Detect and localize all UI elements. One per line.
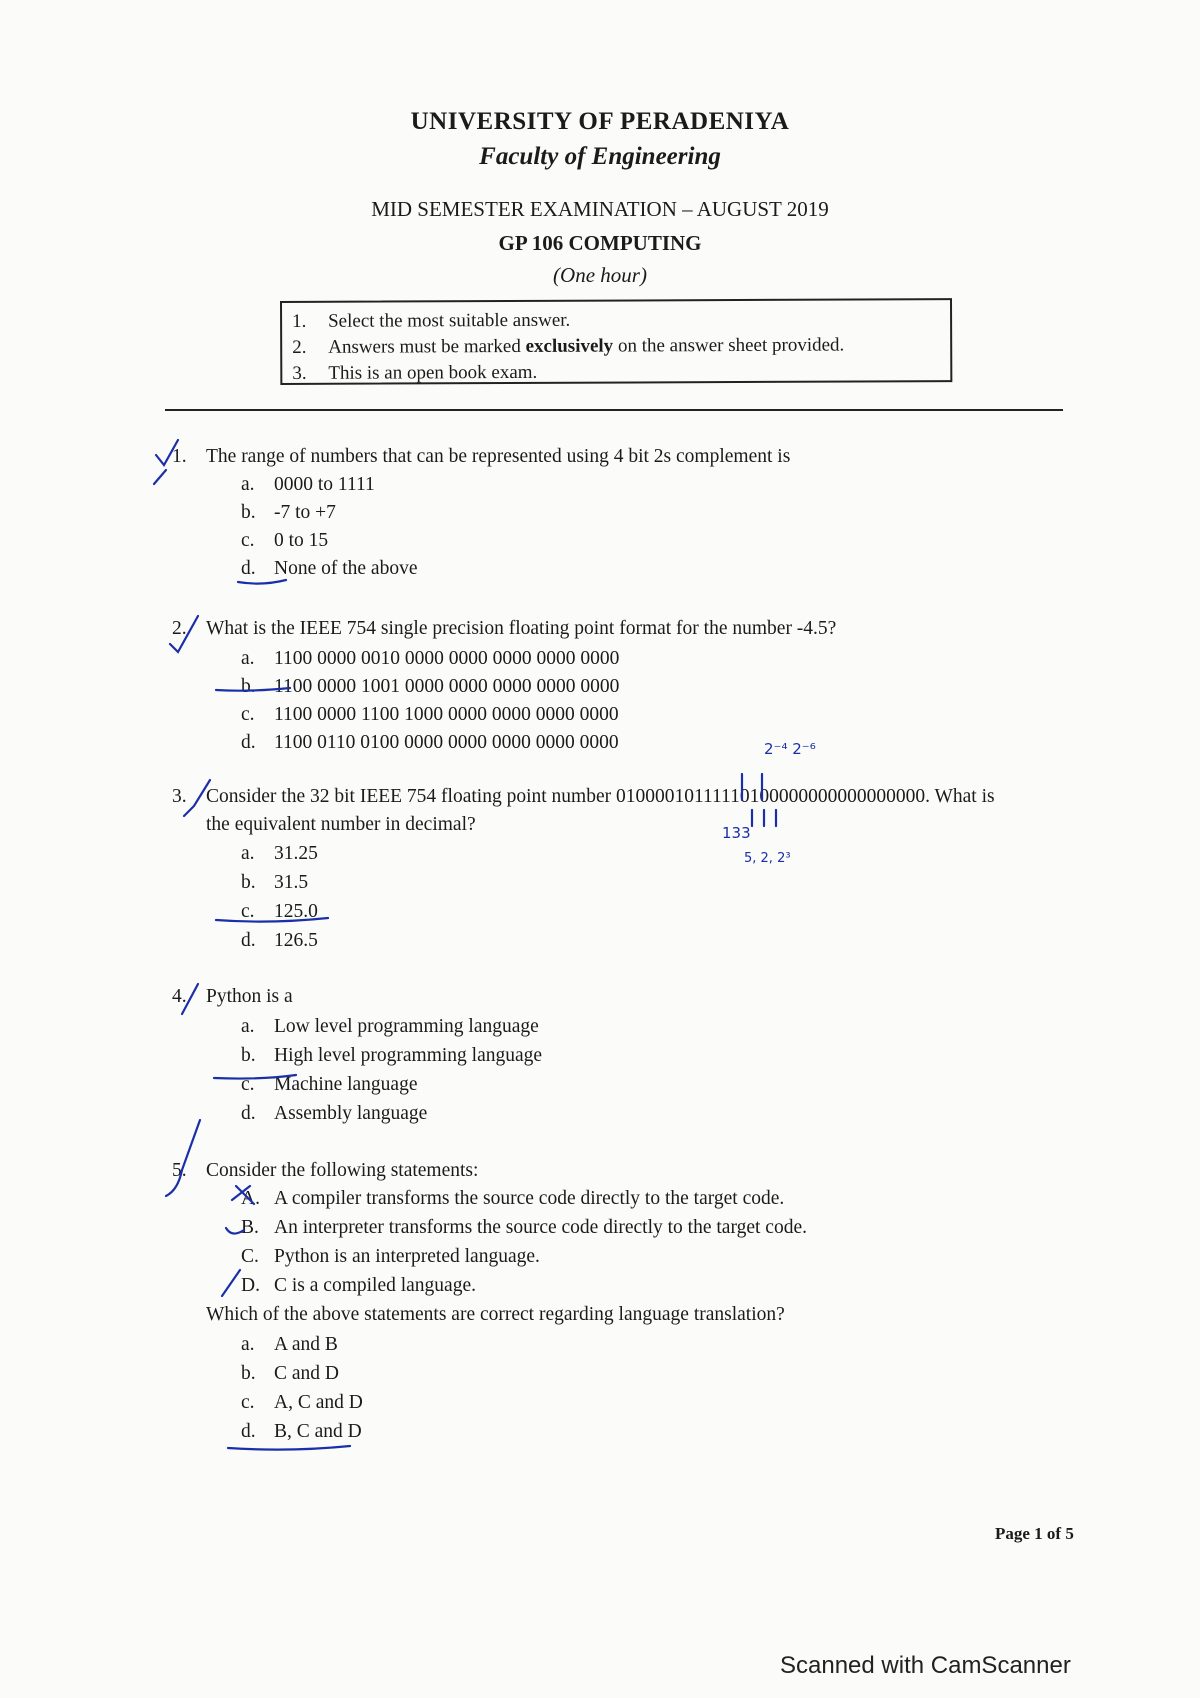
university-name: UNIVERSITY OF PERADENIYA (410, 108, 790, 135)
answer-underline (238, 580, 286, 584)
option-b[interactable]: b. C and D (241, 1363, 339, 1384)
scanner-watermark: Scanned with CamScanner (780, 1652, 1071, 1679)
pen-stroke (154, 470, 166, 484)
option-b[interactable]: b. 1100 0000 1001 0000 0000 0000 0000 0000 (241, 676, 620, 697)
option-b[interactable]: b. 31.5 (241, 872, 309, 893)
instruction-number: 3. (292, 362, 307, 384)
option-c[interactable]: c. 1100 0000 1100 1000 0000 0000 0000 0000 (241, 704, 619, 725)
question-stem: 1. The range of numbers that can be represented using 4 bit 2s complement is (172, 446, 791, 467)
instruction-number: 1. (292, 310, 307, 332)
question-stem-cont: the equivalent number in decimal? (206, 814, 476, 835)
statement-c: C. Python is an interpreted language. (241, 1246, 540, 1267)
divider (165, 409, 1063, 411)
instruction-item (292, 358, 950, 387)
instruction-item (292, 306, 950, 335)
faculty-name: Faculty of Engineering (479, 143, 721, 170)
instruction-number: 2. (292, 336, 307, 358)
option-a[interactable]: a. 0000 to 1111 (241, 474, 375, 495)
question-stem: 5. Consider the following statements: (172, 1160, 479, 1181)
page-number: Page 1 of 5 (995, 1524, 1074, 1543)
option-d[interactable]: d. Assembly language (241, 1103, 428, 1124)
option-c[interactable]: c. A, C and D (241, 1392, 363, 1413)
instruction-text: Select the most suitable answer. (328, 309, 571, 332)
option-d[interactable]: d. None of the above (241, 558, 418, 579)
handwritten-exponent: 133 (722, 824, 751, 842)
statement-a: A. A compiler transforms the source code directly to the target code. (241, 1188, 785, 1209)
question-stem: 3. Consider the 32 bit IEEE 754 floating point number 01000010111110100000000000000000. What is (172, 786, 995, 807)
question-prompt: Which of the above statements are correct regarding language translation? (206, 1304, 785, 1325)
option-d[interactable]: d. 126.5 (241, 930, 318, 951)
question-stem: 4. Python is a (172, 986, 293, 1007)
option-a[interactable]: a. 31.25 (241, 843, 318, 864)
option-a[interactable]: a. 1100 0000 0010 0000 0000 0000 0000 0000 (241, 648, 620, 669)
course-title: GP 106 COMPUTING (498, 231, 702, 255)
option-d[interactable]: d. 1100 0110 0100 0000 0000 0000 0000 0000 (241, 732, 619, 753)
option-c[interactable]: c. 125.0 (241, 901, 318, 922)
option-d[interactable]: d. B, C and D (241, 1421, 362, 1442)
option-b[interactable]: b. High level programming language (241, 1045, 543, 1066)
option-c[interactable]: c. Machine language (241, 1074, 418, 1095)
question-stem: 2. What is the IEEE 754 single precision floating point format for the number -4.5? (172, 618, 837, 639)
instruction-item (292, 332, 950, 361)
pen-stroke (752, 810, 776, 826)
answer-underline (228, 1446, 350, 1450)
option-a[interactable]: a. A and B (241, 1334, 338, 1355)
statement-b: B. An interpreter transforms the source code directly to the target code. (241, 1217, 807, 1238)
instruction-text: This is an open book exam. (328, 361, 538, 384)
instructions-box (280, 298, 952, 385)
statement-d: D. C is a compiled language. (241, 1275, 476, 1296)
option-a[interactable]: a. Low level programming language (241, 1016, 539, 1037)
tick-mark (166, 1120, 200, 1196)
instruction-text: Answers must be marked exclusively on the answer sheet provided. (328, 334, 845, 358)
exam-duration: (One hour) (553, 263, 647, 287)
option-c[interactable]: c. 0 to 15 (241, 530, 329, 551)
handwritten-powers: 2⁻⁴ 2⁻⁶ (764, 740, 816, 758)
option-b[interactable]: b. -7 to +7 (241, 502, 336, 523)
tick-mark (222, 1270, 240, 1296)
handwritten-note: 5, 2, 2³ (744, 851, 791, 866)
exam-title: MID SEMESTER EXAMINATION – AUGUST 2019 (371, 197, 829, 221)
